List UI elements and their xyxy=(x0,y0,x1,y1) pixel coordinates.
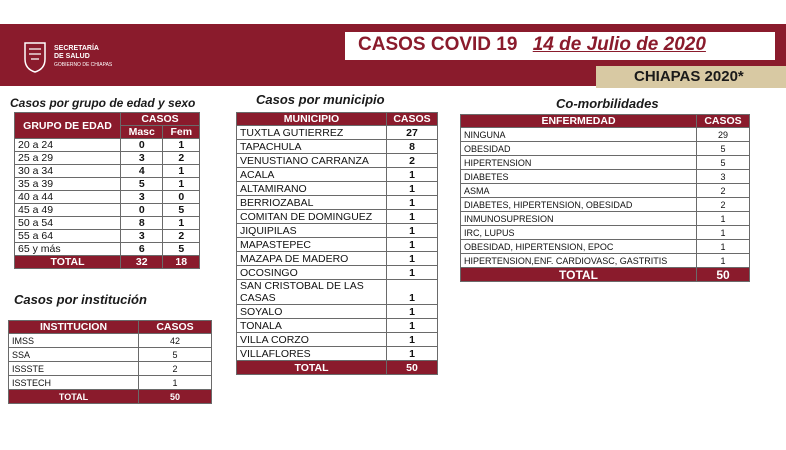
age-masc-cell: 0 xyxy=(121,204,163,217)
table-row xyxy=(9,376,212,390)
com-name-cell: INMUNOSUPRESION xyxy=(461,212,697,226)
mun-cases-cell: 1 xyxy=(387,196,438,210)
com-cases-cell: 5 xyxy=(697,142,750,156)
age-total-fem: 18 xyxy=(163,256,200,269)
age-masc-cell: 0 xyxy=(121,139,163,152)
com-cases-cell: 1 xyxy=(697,226,750,240)
com-total-row xyxy=(461,268,750,282)
mun-name-cell: TAPACHULA xyxy=(237,140,387,154)
table-row xyxy=(461,198,750,212)
page-title xyxy=(358,34,706,56)
table-row xyxy=(9,334,212,348)
table-row xyxy=(237,196,438,210)
institution-table xyxy=(8,320,212,404)
com-col-name: ENFERMEDAD xyxy=(461,115,697,128)
mun-name-cell: BERRIOZABAL xyxy=(237,196,387,210)
com-total-value: 50 xyxy=(697,268,750,282)
com-cases-cell: 1 xyxy=(697,212,750,226)
mun-total-row xyxy=(237,361,438,375)
age-group-cell: 35 a 39 xyxy=(15,178,121,191)
age-fem-cell: 5 xyxy=(163,204,200,217)
inst-cases-cell: 2 xyxy=(139,362,212,376)
coat-of-arms-icon xyxy=(22,41,48,73)
com-col-cases: CASOS xyxy=(697,115,750,128)
mun-col-name: MUNICIPIO xyxy=(237,113,387,126)
table-row xyxy=(237,168,438,182)
mun-cases-cell: 1 xyxy=(387,305,438,319)
mun-cases-cell: 2 xyxy=(387,154,438,168)
mun-name-cell: ACALA xyxy=(237,168,387,182)
age-group-cell: 45 a 49 xyxy=(15,204,121,217)
age-fem-cell: 1 xyxy=(163,217,200,230)
mun-name-cell: TONALA xyxy=(237,319,387,333)
table-row xyxy=(237,252,438,266)
age-col-group: GRUPO DE EDAD xyxy=(15,113,121,139)
age-col-cases: CASOS xyxy=(121,113,200,126)
table-row xyxy=(461,226,750,240)
age-fem-cell: 0 xyxy=(163,191,200,204)
mun-name-cell: COMITAN DE DOMINGUEZ xyxy=(237,210,387,224)
age-total-label: TOTAL xyxy=(15,256,121,269)
mun-col-cases: CASOS xyxy=(387,113,438,126)
table-row xyxy=(9,348,212,362)
age-group-cell: 40 a 44 xyxy=(15,191,121,204)
inst-total-value: 50 xyxy=(139,390,212,404)
age-group-cell: 20 a 24 xyxy=(15,139,121,152)
title-text: CASOS COVID 19 xyxy=(358,34,518,55)
table-row xyxy=(237,140,438,154)
table-row xyxy=(237,280,438,305)
table-row xyxy=(15,191,200,204)
age-group-cell: 65 y más xyxy=(15,243,121,256)
age-fem-cell: 5 xyxy=(163,243,200,256)
com-name-cell: HIPERTENSION,ENF. CARDIOVASC, GASTRITIS xyxy=(461,254,697,268)
inst-name-cell: SSA xyxy=(9,348,139,362)
mun-cases-cell: 1 xyxy=(387,333,438,347)
age-total-row xyxy=(15,256,200,269)
mun-name-cell: JIQUIPILAS xyxy=(237,224,387,238)
inst-total-label: TOTAL xyxy=(9,390,139,404)
com-cases-cell: 5 xyxy=(697,156,750,170)
table-row xyxy=(237,347,438,361)
mun-cases-cell: 1 xyxy=(387,347,438,361)
logo-line1: SECRETARÍA xyxy=(54,45,99,52)
com-name-cell: OBESIDAD xyxy=(461,142,697,156)
logo-line3: GOBIERNO DE CHIAPAS xyxy=(54,62,113,68)
comorbidity-section-title: Co-morbilidades xyxy=(556,96,659,111)
mun-cases-cell: 27 xyxy=(387,126,438,140)
com-cases-cell: 29 xyxy=(697,128,750,142)
com-cases-cell: 2 xyxy=(697,198,750,212)
logo-line2: DE SALUD xyxy=(54,53,90,60)
table-row xyxy=(461,184,750,198)
logo-text xyxy=(54,45,112,69)
com-name-cell: DIABETES xyxy=(461,170,697,184)
age-fem-cell: 1 xyxy=(163,178,200,191)
com-name-cell: DIABETES, HIPERTENSION, OBESIDAD xyxy=(461,198,697,212)
age-masc-cell: 6 xyxy=(121,243,163,256)
table-row xyxy=(237,210,438,224)
age-fem-cell: 1 xyxy=(163,139,200,152)
table-row xyxy=(15,165,200,178)
com-cases-cell: 3 xyxy=(697,170,750,184)
age-group-cell: 25 a 29 xyxy=(15,152,121,165)
com-name-cell: NINGUNA xyxy=(461,128,697,142)
mun-name-cell: SOYALO xyxy=(237,305,387,319)
mun-name-cell: SAN CRISTOBAL DE LAS CASAS xyxy=(237,280,387,305)
mun-cases-cell: 1 xyxy=(387,238,438,252)
age-masc-cell: 4 xyxy=(121,165,163,178)
mun-cases-cell: 1 xyxy=(387,182,438,196)
age-masc-cell: 3 xyxy=(121,191,163,204)
age-masc-cell: 5 xyxy=(121,178,163,191)
age-section-title: Casos por grupo de edad y sexo xyxy=(10,96,196,110)
mun-total-label: TOTAL xyxy=(237,361,387,375)
inst-cases-cell: 1 xyxy=(139,376,212,390)
table-row xyxy=(15,230,200,243)
municipality-table xyxy=(236,112,438,375)
mun-cases-cell: 1 xyxy=(387,280,438,305)
table-row xyxy=(15,178,200,191)
age-total-masc: 32 xyxy=(121,256,163,269)
table-row xyxy=(15,152,200,165)
age-fem-cell: 2 xyxy=(163,230,200,243)
report-date: 14 de Julio de 2020 xyxy=(532,34,706,55)
inst-cases-cell: 5 xyxy=(139,348,212,362)
com-cases-cell: 2 xyxy=(697,184,750,198)
table-row xyxy=(237,319,438,333)
inst-name-cell: ISSTECH xyxy=(9,376,139,390)
inst-total-row xyxy=(9,390,212,404)
mun-name-cell: VILLAFLORES xyxy=(237,347,387,361)
table-row xyxy=(237,154,438,168)
table-row xyxy=(237,238,438,252)
mun-name-cell: VILLA CORZO xyxy=(237,333,387,347)
age-masc-cell: 8 xyxy=(121,217,163,230)
table-row xyxy=(461,142,750,156)
inst-name-cell: ISSSTE xyxy=(9,362,139,376)
table-row xyxy=(237,182,438,196)
mun-name-cell: MAZAPA DE MADERO xyxy=(237,252,387,266)
table-row xyxy=(15,204,200,217)
header-banner xyxy=(0,24,786,96)
secretaria-salud-logo xyxy=(22,34,122,80)
com-name-cell: IRC, LUPUS xyxy=(461,226,697,240)
mun-cases-cell: 1 xyxy=(387,210,438,224)
com-name-cell: HIPERTENSION xyxy=(461,156,697,170)
mun-cases-cell: 1 xyxy=(387,252,438,266)
mun-cases-cell: 1 xyxy=(387,224,438,238)
table-row xyxy=(461,212,750,226)
inst-col-cases: CASOS xyxy=(139,321,212,334)
com-cases-cell: 1 xyxy=(697,254,750,268)
age-group-cell: 50 a 54 xyxy=(15,217,121,230)
institution-section-title: Casos por institución xyxy=(14,292,147,307)
mun-cases-cell: 1 xyxy=(387,319,438,333)
table-row xyxy=(15,217,200,230)
age-fem-cell: 2 xyxy=(163,152,200,165)
inst-cases-cell: 42 xyxy=(139,334,212,348)
table-row xyxy=(461,254,750,268)
com-name-cell: OBESIDAD, HIPERTENSION, EPOC xyxy=(461,240,697,254)
age-masc-cell: 3 xyxy=(121,230,163,243)
age-fem-cell: 1 xyxy=(163,165,200,178)
table-row xyxy=(15,139,200,152)
com-total-label: TOTAL xyxy=(461,268,697,282)
age-col-masc: Masc xyxy=(121,126,163,139)
age-table xyxy=(14,112,200,269)
municipality-section-title: Casos por municipio xyxy=(256,92,385,107)
table-row xyxy=(461,240,750,254)
table-row xyxy=(461,170,750,184)
table-row xyxy=(9,362,212,376)
mun-cases-cell: 8 xyxy=(387,140,438,154)
mun-name-cell: OCOSINGO xyxy=(237,266,387,280)
table-row xyxy=(461,156,750,170)
age-col-fem: Fem xyxy=(163,126,200,139)
mun-name-cell: MAPASTEPEC xyxy=(237,238,387,252)
table-row xyxy=(237,126,438,140)
mun-total-value: 50 xyxy=(387,361,438,375)
com-name-cell: ASMA xyxy=(461,184,697,198)
table-row xyxy=(461,128,750,142)
table-row xyxy=(15,243,200,256)
com-cases-cell: 1 xyxy=(697,240,750,254)
table-row xyxy=(237,224,438,238)
mun-cases-cell: 1 xyxy=(387,266,438,280)
inst-name-cell: IMSS xyxy=(9,334,139,348)
subtitle: CHIAPAS 2020* xyxy=(634,68,744,85)
comorbidity-table xyxy=(460,114,750,282)
age-masc-cell: 3 xyxy=(121,152,163,165)
inst-col-name: INSTITUCION xyxy=(9,321,139,334)
table-row xyxy=(237,266,438,280)
age-group-cell: 30 a 34 xyxy=(15,165,121,178)
mun-name-cell: VENUSTIANO CARRANZA xyxy=(237,154,387,168)
age-group-cell: 55 a 64 xyxy=(15,230,121,243)
mun-cases-cell: 1 xyxy=(387,168,438,182)
table-row xyxy=(237,333,438,347)
table-row xyxy=(237,305,438,319)
mun-name-cell: ALTAMIRANO xyxy=(237,182,387,196)
mun-name-cell: TUXTLA GUTIERREZ xyxy=(237,126,387,140)
